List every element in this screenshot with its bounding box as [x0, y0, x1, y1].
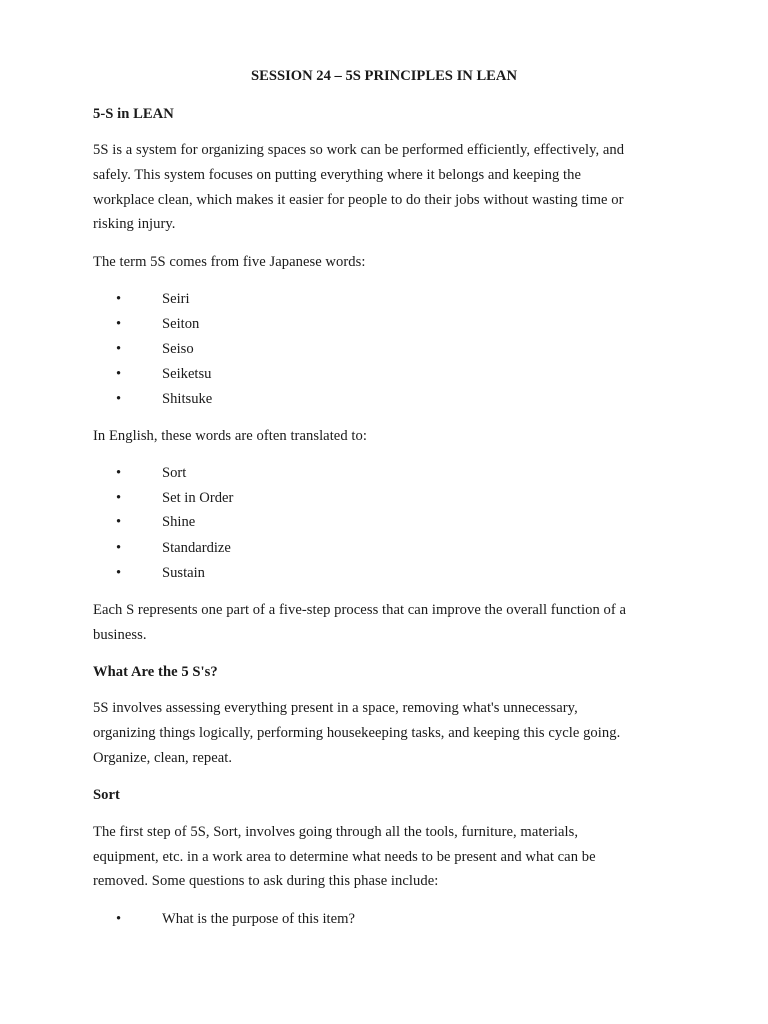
paragraph-line: safely. This system focuses on putting everything where it belongs and keeping the [93, 167, 582, 183]
paragraph-line: organizing things logically, performing housekeeping tasks, and keeping this cycle going. [93, 725, 621, 741]
bullet-icon: • [116, 341, 122, 357]
paragraph-line: workplace clean, which makes it easier for people to do their jobs without wasting time or [93, 192, 624, 208]
bullet-icon: • [116, 911, 122, 927]
bullet-icon: • [116, 514, 122, 530]
section-heading-what-are-5s: What Are the 5 S's? [93, 664, 218, 680]
list-item: Seiton [162, 316, 200, 332]
section-heading-sort: Sort [93, 787, 120, 803]
list-item: Seiri [162, 291, 190, 307]
paragraph-line: The first step of 5S, Sort, involves going through all the tools, furniture, materials, [93, 824, 579, 840]
list-item: Seiso [162, 341, 194, 357]
bullet-icon: • [116, 366, 122, 382]
paragraph-line: risking injury. [93, 216, 176, 232]
list-item: Shitsuke [162, 391, 213, 407]
list-item: Set in Order [162, 490, 234, 506]
paragraph-line: equipment, etc. in a work area to determine what needs to be present and what can be [93, 849, 596, 865]
list-item: Sustain [162, 565, 205, 581]
paragraph-line: business. [93, 627, 147, 643]
list-item: What is the purpose of this item? [162, 911, 355, 927]
paragraph-line: Each S represents one part of a five-step process that can improve the overall function of a [93, 602, 627, 618]
bullet-icon: • [116, 565, 122, 581]
paragraph-japanese-intro: The term 5S comes from five Japanese words: [93, 254, 366, 270]
bullet-icon: • [116, 291, 122, 307]
bullet-icon: • [116, 465, 122, 481]
list-item: Standardize [162, 540, 231, 556]
paragraph-english-intro: In English, these words are often translated to: [93, 428, 367, 444]
paragraph-line: Organize, clean, repeat. [93, 750, 233, 766]
bullet-icon: • [116, 540, 122, 556]
list-item: Seiketsu [162, 366, 212, 382]
paragraph-line: removed. Some questions to ask during this phase include: [93, 873, 439, 889]
bullet-icon: • [116, 316, 122, 332]
list-item: Sort [162, 465, 187, 481]
section-heading-5s-in-lean: 5-S in LEAN [93, 106, 174, 122]
document-title: SESSION 24 – 5S PRINCIPLES IN LEAN [250, 68, 517, 84]
bullet-icon: • [116, 391, 122, 407]
bullet-icon: • [116, 490, 122, 506]
paragraph-line: 5S involves assessing everything present in a space, removing what's unnecessary, [93, 700, 578, 716]
list-item: Shine [162, 514, 196, 530]
paragraph-line: 5S is a system for organizing spaces so work can be performed efficiently, effectively, and [93, 142, 625, 158]
